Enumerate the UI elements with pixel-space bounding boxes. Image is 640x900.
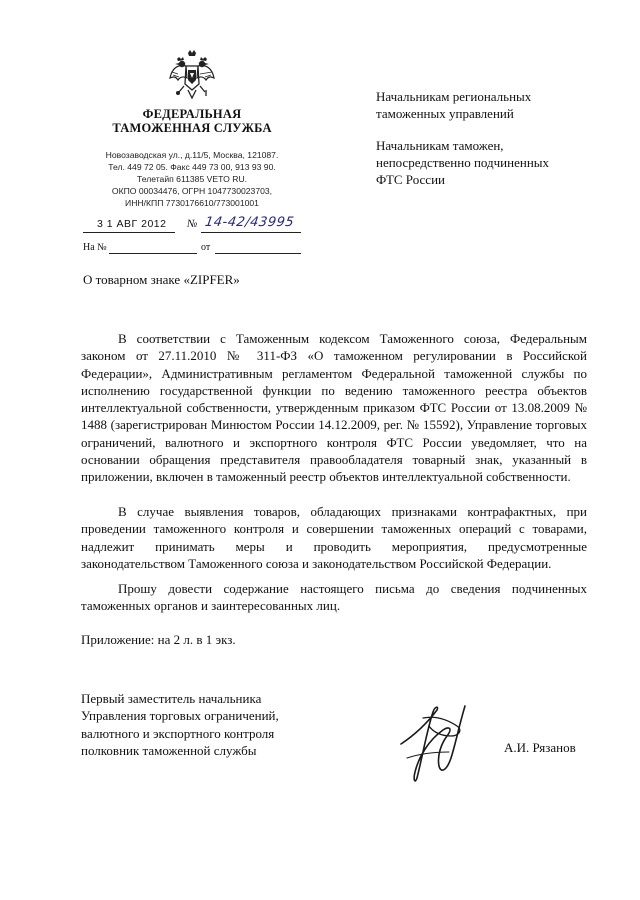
organization-okpo-ogrn: ОКПО 00034476, ОГРН 1047730023703, [111, 186, 273, 196]
signer-position-line: Первый заместитель начальника [81, 691, 262, 706]
reference-line [83, 242, 303, 256]
body-paragraph-3: Прошу довести содержание настоящего письма до сведения подчиненных таможенных органов и заинтересованных лиц. [81, 581, 587, 614]
organization-address: Новозаводская ул., д.11/5, Москва, 121087. [105, 150, 279, 160]
body-paragraph-2: В случае выявления товаров, обладающих признаками контрафактных, при проведении таможенного контроля и совершении таможенных операций с товарами, надлежит принимать меры и проводить мероприятия, предусмотренные законодательством Таможенного союза и законодательством Российской Федерации. [81, 504, 587, 571]
addressee-regional-customs [376, 88, 616, 122]
organization-name [100, 107, 284, 135]
reference-date-blank [215, 253, 301, 254]
signature-scribble-icon [393, 696, 475, 786]
date-underline [83, 232, 175, 233]
signer-name: А.И. Рязанов [504, 740, 576, 755]
addressee-line: ФТС России [376, 172, 445, 187]
organization-phone-fax: Тел. 449 72 05. Факс 449 73 00, 913 93 90. [108, 162, 276, 172]
organization-name-line2: ТАМОЖЕННАЯ СЛУЖБА [112, 121, 272, 135]
letter-subject: О товарном знаке «ZIPFER» [83, 272, 240, 287]
handwritten-signature [393, 696, 475, 786]
reference-date-label: от [201, 242, 211, 253]
attachment-note: Приложение: на 2 л. в 1 экз. [81, 632, 236, 647]
number-underline [201, 232, 301, 233]
addressee-line: непосредственно подчиненных [376, 155, 550, 170]
number-sign: № [187, 218, 198, 230]
outgoing-date-stamp: 3 1 АВГ 2012 [97, 218, 167, 230]
reference-number-label: На № [83, 242, 107, 253]
addressee-customs-offices [376, 137, 616, 188]
signer-position-line: валютного и экспортного контроля [81, 725, 275, 741]
signer-position [81, 690, 341, 759]
addressee-line: таможенных управлений [376, 106, 514, 121]
outgoing-number-handwritten: 14-42/43995 [203, 215, 296, 230]
signer-position-line: Управления торговых ограничений, [81, 708, 279, 724]
addressee-line: Начальникам таможен, [376, 138, 504, 153]
double-headed-eagle-icon [168, 50, 216, 100]
organization-contacts [82, 149, 302, 209]
reference-number-blank [109, 253, 197, 254]
organization-name-line1: ФЕДЕРАЛЬНАЯ [142, 107, 242, 121]
organization-teletype: Телетайп 611385 VETO RU. [136, 174, 248, 184]
signer-position-line: полковник таможенной службы [81, 742, 257, 758]
body-paragraph-1: В соответствии с Таможенным кодексом Таможенного союза, Федеральным законом от 27.11.2010 № 311-ФЗ «О таможенном регулировании в Российской Федерации», Административным регламентом Федеральной таможенной службы по исполнению государственной функции по ведению таможенного реестра объектов интеллектуальной собственности, утвержденным приказом ФТС России от 13.08.2009 № 1488 (зарегистрирован Минюстом России 14.12.2009, рег. № 15592), Управление торговых ограничений, валютного и экспортного контроля ФТС России уведомляет, что на основании обращения представителя правообладателя товарный знак, указанный в приложении, включен в таможенный реестр объектов интеллектуальной собственности. [81, 331, 587, 485]
coat-of-arms-emblem [168, 50, 216, 100]
organization-inn-kpp: ИНН/КПП 7730176610/773001001 [125, 198, 259, 208]
addressee-line: Начальникам региональных [376, 89, 532, 104]
outgoing-date-number-line [83, 215, 303, 236]
